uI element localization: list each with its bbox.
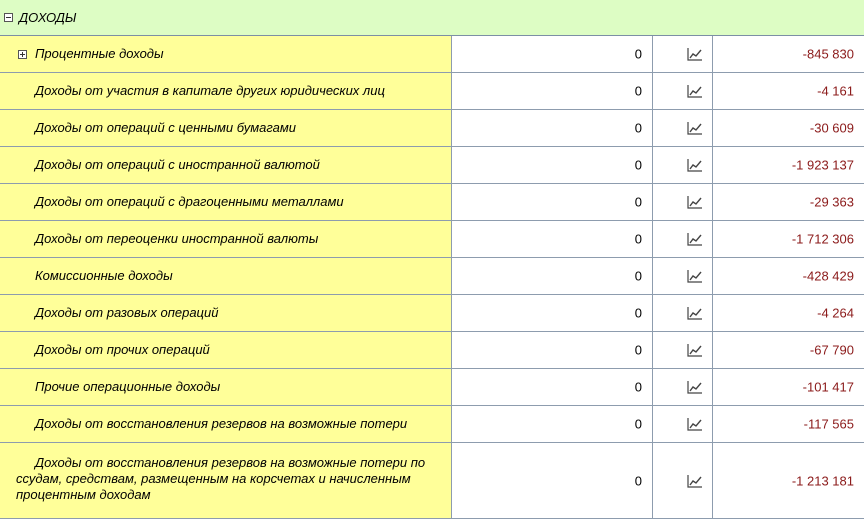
section-title: ДОХОДЫ: [19, 10, 77, 25]
row-label-cell: [0, 73, 452, 109]
row-value: -1 213 181: [791, 473, 854, 488]
row-zero-cell: [452, 110, 653, 146]
row-value: -30 609: [809, 120, 854, 136]
chart-line-icon[interactable]: [687, 158, 703, 172]
row-chart-cell: [653, 147, 713, 183]
row-zero-cell: [452, 332, 653, 368]
row-label-cell: [0, 110, 452, 146]
table-row: [0, 110, 864, 147]
row-zero-cell: [452, 369, 653, 405]
row-value-cell: [713, 184, 864, 220]
row-zero-cell: [452, 147, 653, 183]
row-value: -101 417: [802, 379, 854, 395]
row-value-cell: [713, 36, 864, 72]
table-row: [0, 443, 864, 519]
row-zero-value: 0: [634, 379, 642, 395]
row-value: -428 429: [802, 268, 854, 284]
chart-line-icon[interactable]: [687, 269, 703, 283]
row-chart-cell: [653, 36, 713, 72]
row-value-cell: [713, 332, 864, 368]
table-row: [0, 332, 864, 369]
table-row: [0, 184, 864, 221]
row-value-cell: [713, 258, 864, 294]
row-label-cell: [0, 295, 452, 331]
row-label-cell: [0, 36, 452, 72]
table-row: [0, 73, 864, 110]
row-label: Доходы от восстановления резервов на возможные потери: [35, 416, 408, 431]
row-zero-value: 0: [634, 157, 642, 173]
row-label: Доходы от прочих операций: [35, 342, 210, 357]
row-zero-value: 0: [634, 231, 642, 247]
row-zero-value: 0: [634, 416, 642, 432]
row-value-cell: [713, 73, 864, 109]
table-row: [0, 406, 864, 443]
row-label-cell: [0, 258, 452, 294]
chart-line-icon[interactable]: [687, 195, 703, 209]
row-chart-cell: [653, 443, 713, 518]
row-value-cell: [713, 369, 864, 405]
row-zero-value: 0: [634, 194, 642, 210]
row-value-cell: [713, 406, 864, 442]
table-row: [0, 295, 864, 332]
row-zero-value: 0: [634, 46, 642, 62]
row-label-cell: [0, 443, 452, 518]
row-value-cell: [713, 443, 864, 518]
row-zero-value: 0: [634, 342, 642, 358]
chart-line-icon[interactable]: [687, 84, 703, 98]
row-label: Комиссионные доходы: [35, 268, 173, 283]
chart-line-icon[interactable]: [687, 47, 703, 61]
chart-line-icon[interactable]: [687, 232, 703, 246]
row-label: Доходы от операций с драгоценными металлами: [35, 194, 344, 209]
row-chart-cell: [653, 369, 713, 405]
row-value: -845 830: [802, 46, 854, 62]
row-zero-cell: [452, 184, 653, 220]
row-label: Доходы от разовых операций: [35, 305, 219, 320]
row-label-cell: [0, 332, 452, 368]
row-label: Прочие операционные доходы: [35, 379, 221, 394]
chart-line-icon[interactable]: [687, 343, 703, 357]
row-label-cell: [0, 147, 452, 183]
row-zero-cell: [452, 73, 653, 109]
collapse-icon[interactable]: [4, 13, 13, 22]
row-label: Доходы от операций с иностранной валютой: [35, 157, 320, 172]
row-value: -67 790: [809, 342, 854, 358]
row-label-cell: [0, 184, 452, 220]
chart-line-icon[interactable]: [687, 306, 703, 320]
table-row: [0, 147, 864, 184]
row-chart-cell: [653, 184, 713, 220]
row-label-cell: [0, 369, 452, 405]
row-zero-value: 0: [634, 83, 642, 99]
row-value: -4 161: [817, 83, 854, 99]
row-value: -1 923 137: [791, 157, 854, 173]
row-chart-cell: [653, 406, 713, 442]
row-value-cell: [713, 295, 864, 331]
row-value-cell: [713, 221, 864, 257]
row-chart-cell: [653, 332, 713, 368]
row-label-cell: [0, 221, 452, 257]
row-value-cell: [713, 110, 864, 146]
row-value: -29 363: [809, 194, 854, 210]
row-chart-cell: [653, 221, 713, 257]
section-header: [0, 0, 864, 36]
table-row: [0, 369, 864, 406]
chart-line-icon[interactable]: [687, 417, 703, 431]
row-label: Процентные доходы: [35, 46, 164, 61]
row-label: Доходы от переоценки иностранной валюты: [35, 231, 319, 246]
row-value-cell: [713, 147, 864, 183]
row-zero-cell: [452, 221, 653, 257]
row-zero-value: 0: [634, 268, 642, 284]
table-row: [0, 258, 864, 295]
row-label: Доходы от операций с ценными бумагами: [35, 120, 297, 135]
row-value: -1 712 306: [791, 231, 854, 247]
expand-icon[interactable]: [18, 50, 27, 59]
row-zero-cell: [452, 443, 653, 518]
row-zero-value: 0: [634, 120, 642, 136]
row-label-cell: [0, 406, 452, 442]
row-value: -117 565: [803, 416, 854, 432]
row-zero-cell: [452, 258, 653, 294]
row-zero-cell: [452, 406, 653, 442]
row-value: -4 264: [817, 305, 854, 321]
income-table: [0, 36, 864, 519]
chart-line-icon[interactable]: [687, 121, 703, 135]
row-label: Доходы от восстановления резервов на возможные потери по ссудам, средствам, размещенным на корсчетах и начисленным процентным доходам: [16, 455, 426, 502]
row-zero-cell: [452, 36, 653, 72]
table-row: [0, 221, 864, 258]
row-chart-cell: [653, 295, 713, 331]
chart-line-icon[interactable]: [687, 380, 703, 394]
row-chart-cell: [653, 110, 713, 146]
chart-line-icon[interactable]: [687, 474, 703, 488]
row-chart-cell: [653, 258, 713, 294]
row-zero-cell: [452, 295, 653, 331]
row-chart-cell: [653, 73, 713, 109]
row-zero-value: 0: [634, 305, 642, 321]
table-row: [0, 36, 864, 73]
row-label: Доходы от участия в капитале других юридических лиц: [35, 83, 385, 98]
row-zero-value: 0: [634, 473, 642, 488]
